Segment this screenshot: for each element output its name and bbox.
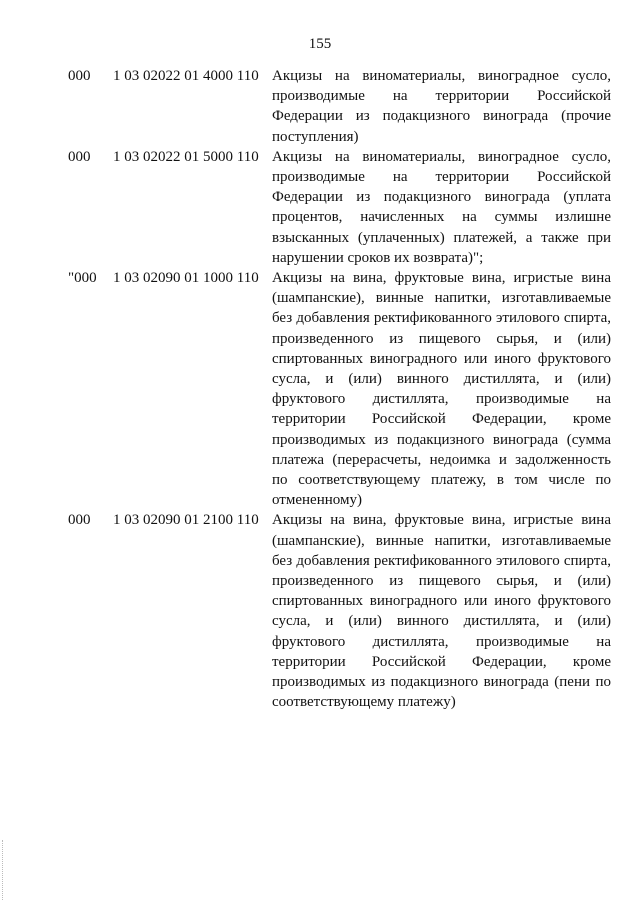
page-number: 155 xyxy=(308,36,332,52)
kbk-table xyxy=(0,66,640,713)
table-row xyxy=(0,268,640,510)
kbk-code: 1 03 02090 01 1000 110 xyxy=(113,270,259,287)
table-row xyxy=(0,510,640,712)
row-description: Акцизы на вина, фруктовые вина, игристые вина (шампанские), винные напитки, изготавливаемые без добавления ректификованного этилового спирта, произведенного из пищевого сырья, и (или) спиртованных виноградного или иного фруктового сусла, и (или) винного дистиллята, и (или) фруктового дистиллята, производимые на территории Российской Федерации, кроме производимых из подакцизного винограда (пени по соответствующему платежу) xyxy=(272,512,611,711)
admin-code: 000 xyxy=(68,512,91,529)
table-row xyxy=(0,147,640,268)
scan-margin-artifact xyxy=(2,840,6,900)
admin-code: "000 xyxy=(68,270,97,287)
table-row xyxy=(0,66,640,147)
row-description: Акцизы на виноматериалы, виноградное сусло, производимые на территории Российской Федерации из подакцизного винограда (прочие поступления) xyxy=(272,68,611,145)
row-description: Акцизы на виноматериалы, виноградное сусло, производимые на территории Российской Федерации из подакцизного винограда (уплата процентов, начисленных на суммы излишне взысканных (уплаченных) платежей, а также при нарушении сроков их возврата)"; xyxy=(272,148,611,266)
row-description: Акцизы на вина, фруктовые вина, игристые вина (шампанские), винные напитки, изготавливаемые без добавления ректификованного этилового спирта, произведенного из пищевого сырья, и (или) спиртованных виноградного или иного фруктового сусла, и (или) винного дистиллята, и (или) фруктового дистиллята, производимые на территории Российской Федерации, кроме производимых из подакцизного винограда (сумма платежа (перерасчеты, недоимка и задолженность по соответствующему платежу, в том числе по отмененному) xyxy=(272,270,611,509)
admin-code: 000 xyxy=(68,148,91,165)
kbk-code: 1 03 02090 01 2100 110 xyxy=(113,512,259,529)
kbk-code: 1 03 02022 01 4000 110 xyxy=(113,68,259,84)
kbk-code: 1 03 02022 01 5000 110 xyxy=(113,148,259,165)
admin-code: 000 xyxy=(68,68,91,84)
